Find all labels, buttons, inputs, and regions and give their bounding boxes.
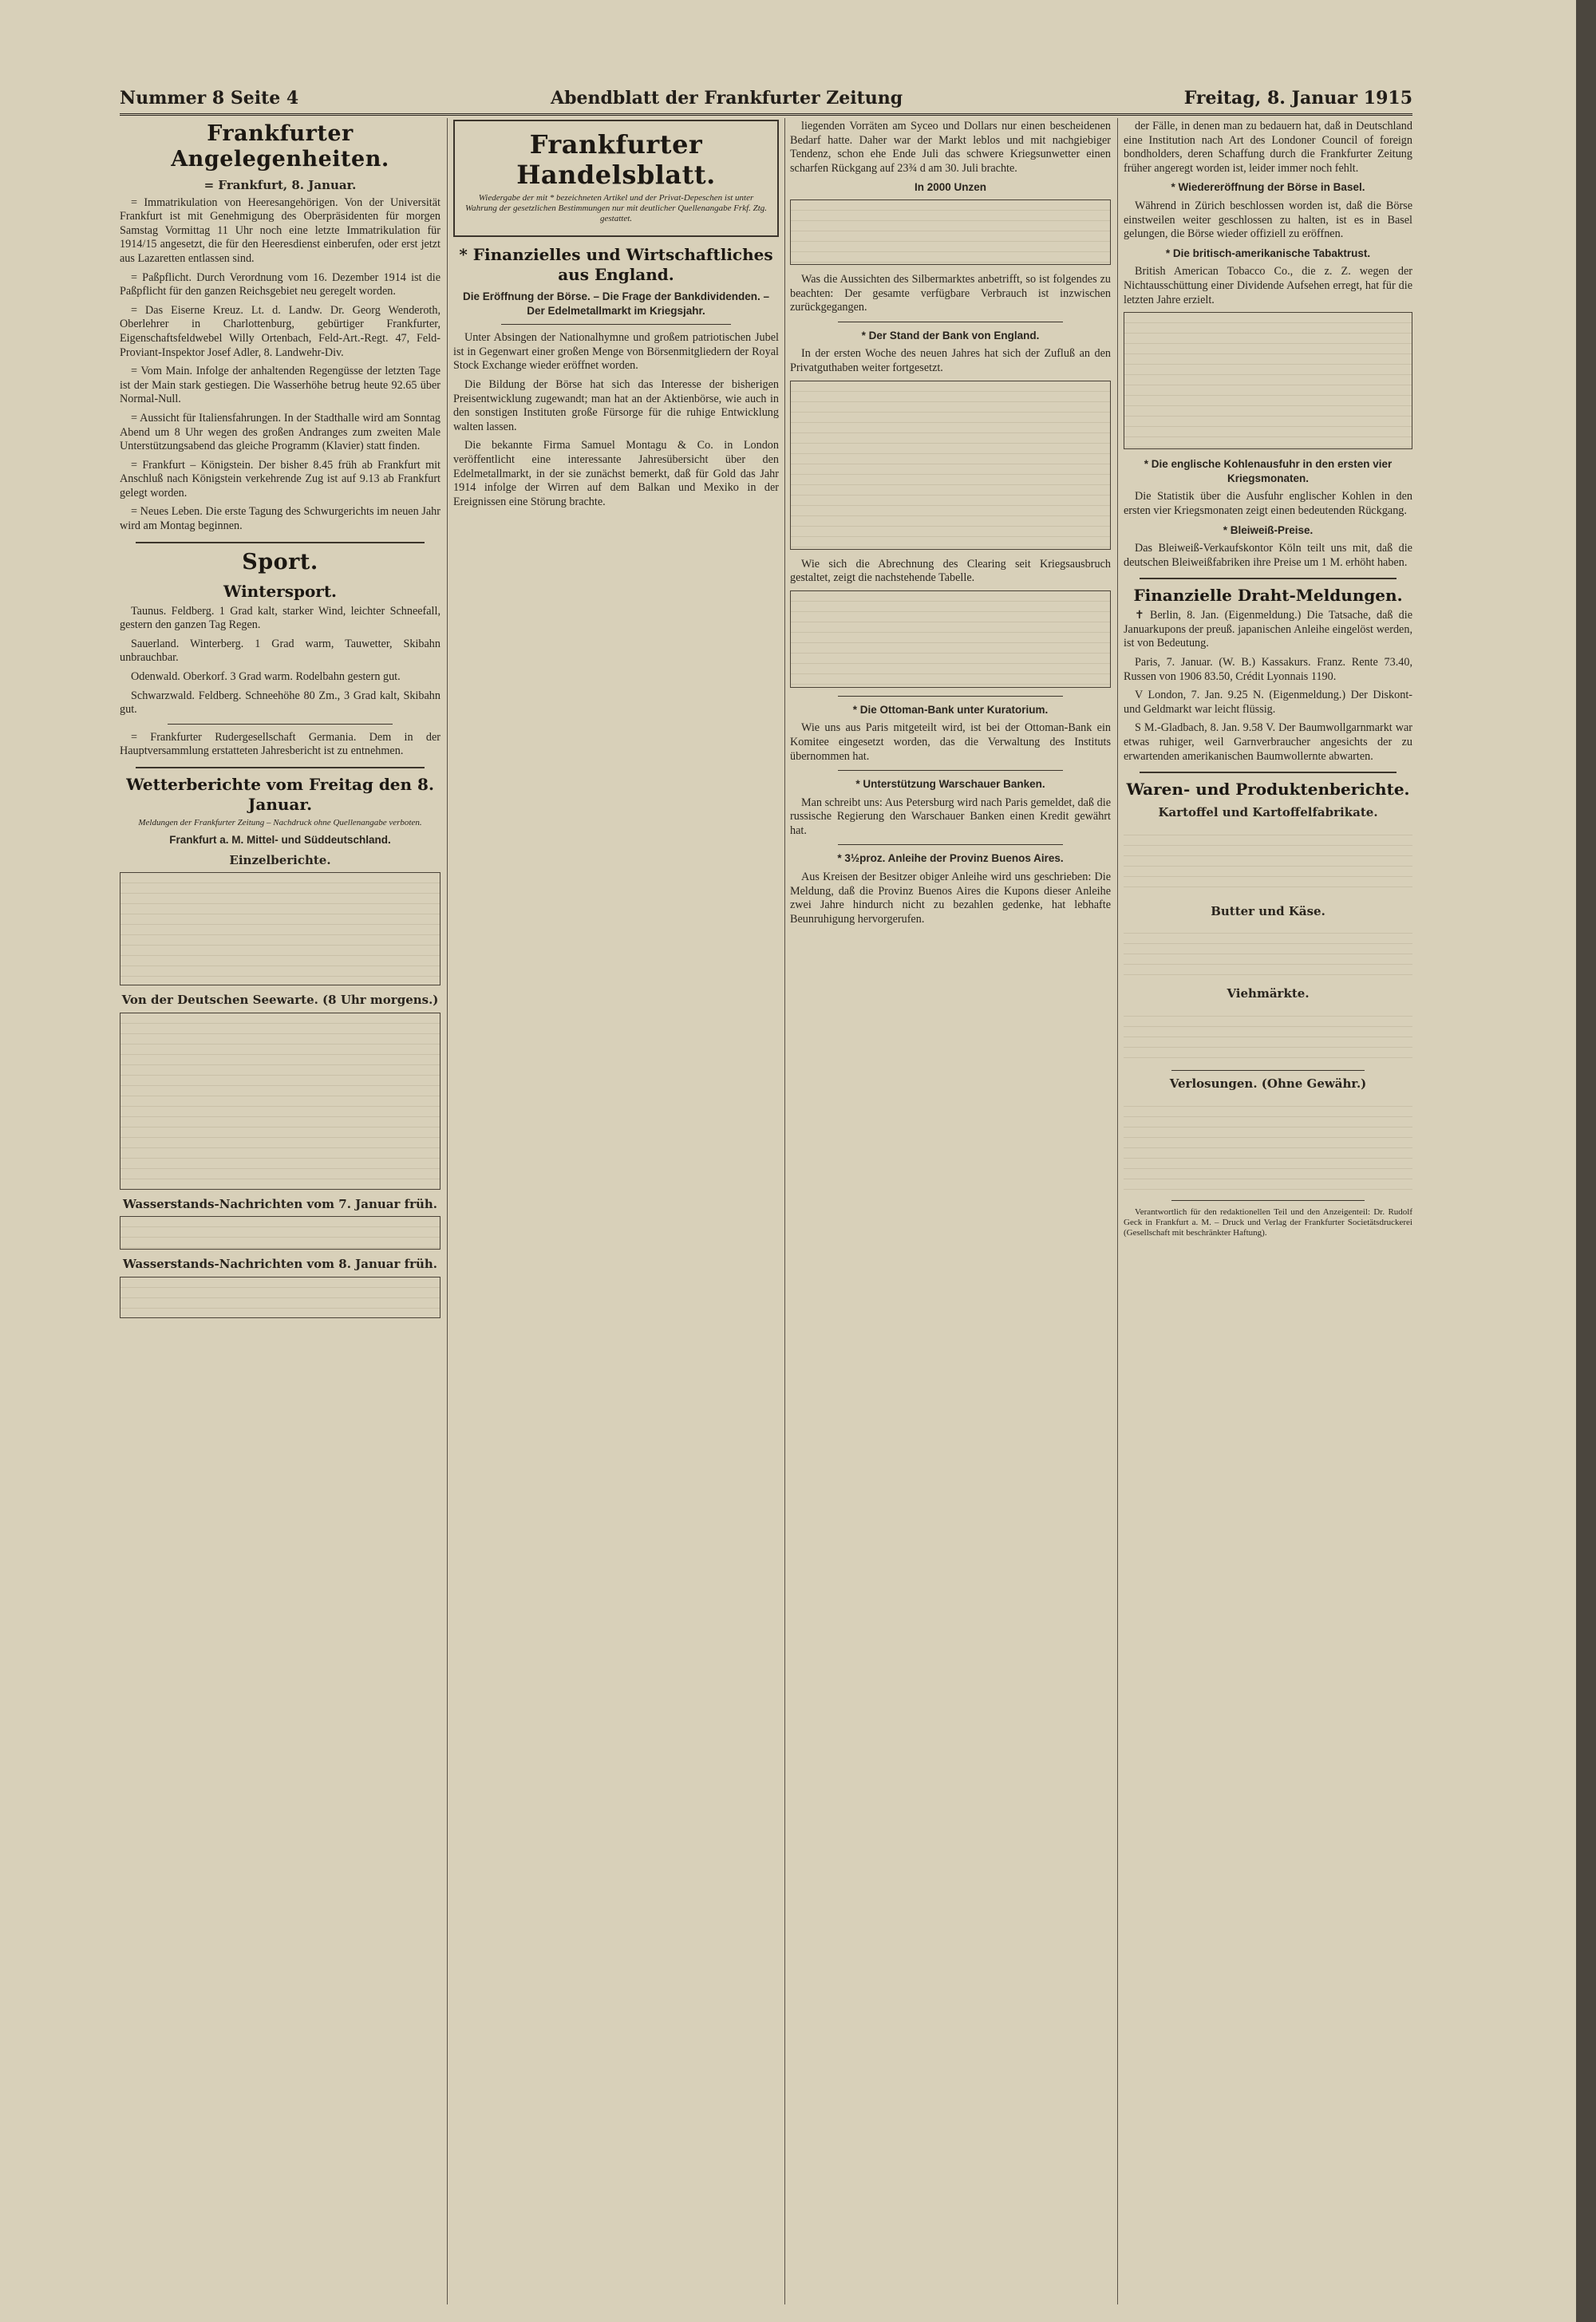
article-paragraph: = Neues Leben. Die erste Tagung des Schwurgerichts im neuen Jahr wird am Montag beginnen.: [120, 505, 440, 533]
einzelberichte-title: Einzelberichte.: [229, 852, 331, 867]
butter-head: Butter und Käse.: [1211, 903, 1325, 918]
sport-paragraph: Sauerland. Winterberg. 1 Grad warm, Tauwetter, Skibahn unbrauchbar.: [120, 637, 440, 665]
imprint: Verantwortlich für den redaktionellen Teil und den Anzeigenteil: Dr. Rudolf Geck in Frankfurt a. M. – Druck und Verlag der Frankfurter Societätsdruckerei (Gesellschaft mit beschränkter Haftung).: [1124, 1206, 1412, 1238]
silver-table-title: In 2000 Unzen: [914, 181, 987, 194]
ottoman-head: * Die Ottoman-Bank unter Kuratorium.: [852, 703, 1049, 716]
divider: [168, 724, 393, 725]
draht-paragraph: Paris, 7. Januar. (W. B.) Kassakurs. Franz. Rente 73.40, Russen von 1906 83.50, Crédit Lyonnais 1190.: [1124, 656, 1412, 683]
divider: [136, 767, 425, 768]
lead-head: * Bleiweiß-Preise.: [1223, 523, 1314, 536]
subsection-title-wintersport: Wintersport.: [223, 581, 338, 601]
warsaw-text: Man schreibt uns: Aus Petersburg wird nach Paris gemeldet, daß die russische Regierung den Warschauer Banken einen Kredit gewährt hat.: [790, 796, 1111, 837]
divider: [838, 844, 1063, 845]
seewarte-title: Von der Deutschen Seewarte. (8 Uhr morgens.): [121, 993, 439, 1008]
weather-table: [120, 872, 440, 985]
article-paragraph: Die Bildung der Börse hat sich das Interesse der bisherigen Preisentwicklung zugewandt; man hat an der Aktienbörse, wie auch in den sonstigen Instituten große Fürsorge für die ruhige Entwicklung walten lassen.: [453, 377, 779, 433]
coal-head: * Die englische Kohlenausfuhr in den ersten vier Kriegsmonaten.: [1144, 458, 1393, 484]
wasserstand-title-1: Wasserstands-Nachrichten vom 7. Januar früh.: [122, 1196, 438, 1211]
wasserstand-table-1: [120, 1216, 440, 1250]
verlosungen-head: Verlosungen. (Ohne Gewähr.): [1169, 1076, 1367, 1091]
article-paragraph: = Paßpflicht. Durch Verordnung vom 16. Dezember 1914 ist die Paßpflicht für den ganzen Reichsgebiet neu geregelt worden.: [120, 271, 440, 298]
divider: [1171, 1200, 1365, 1201]
clearing-text: Wie sich die Abrechnung des Clearing seit Kriegsausbruch gestaltet, zeigt die nachstehende Tabelle.: [790, 557, 1111, 585]
bank-england-table: [790, 381, 1111, 550]
divider: [838, 770, 1063, 771]
dateline: = Frankfurt, 8. Januar.: [203, 178, 357, 192]
handelsblatt-title: Frankfurter Handelsblatt.: [516, 129, 716, 190]
bank-england-text: In der ersten Woche des neuen Jahres hat sich der Zufluß an den Privatguthaben weiter fortgesetzt.: [790, 347, 1111, 374]
column-rule: [784, 118, 785, 2304]
coal-text: Die Statistik über die Ausfuhr englischer Kohlen in den ersten vier Kriegsmonaten zeigt einen bedeutenden Rückgang.: [1124, 490, 1412, 517]
weather-title: Wetterberichte vom Freitag den 8. Januar.: [126, 775, 434, 814]
article-paragraph: Unter Absingen der Nationalhymne und großem patriotischen Jubel ist in Gegenwart einer großen Menge von Börsenmitgliedern der Royal Stock Exchange wieder eröffnet worden.: [453, 331, 779, 373]
sport-paragraph: Taunus. Feldberg. 1 Grad kalt, starker Wind, leichter Schneefall, gestern den ganzen Tag Regen.: [120, 604, 440, 632]
column-rule: [1117, 118, 1118, 2304]
column-markets: [1124, 120, 1412, 2314]
bank-england-head: * Der Stand der Bank von England.: [861, 329, 1040, 342]
tobacco-text: British American Tobacco Co., die z. Z. wegen der Nichtausschüttung einer Dividende Aufsehen erregt, hat für die letzten Jahre erzielt.: [1124, 265, 1412, 306]
divider: [136, 542, 425, 543]
section-title-frankfurt: Frankfurter Angelegenheiten.: [171, 121, 389, 172]
buenos-aires-text: Aus Kreisen der Besitzer obiger Anleihe wird uns geschrieben: Die Meldung, daß die Provinz Buenos Aires die Kupons dieser Anleihe zwei Jahre hindurch nicht zu bezahlen gedenke, hat lebhafte Beunruhigung hervorgerufen.: [790, 871, 1111, 926]
headline-england: * Finanzielles und Wirtschaftliches aus England.: [459, 245, 773, 284]
vieh-text-block: [1124, 1006, 1412, 1062]
page-header: [120, 86, 1412, 116]
club-paragraph: = Frankfurter Rudergesellschaft Germania. Dem in der Hauptversammlung erstatteten Jahresbericht ist zu entnehmen.: [120, 730, 440, 758]
issue-date: Freitag, 8. Januar 1915: [1183, 88, 1412, 109]
waren-title: Waren- und Produktenberichte.: [1126, 780, 1410, 800]
column-local-news: [120, 120, 440, 2314]
draht-paragraph: S M.-Gladbach, 8. Jan. 9.58 V. Der Baumwollgarnmarkt war etwas ruhiger, weil Garnverbraucher angesichts der zu erwartenden amerikanischen Baumwollernte abwarten.: [1124, 721, 1412, 763]
basel-text: Während in Zürich beschlossen worden ist, daß die Börse einstweilen weiter geschlossen zu halten, ist es in Basel gelungen, die Börse wieder offiziell zu eröffnen.: [1124, 199, 1412, 241]
article-paragraph: = Immatrikulation von Heeresangehörigen. Von der Universität Frankfurt ist mit Genehmigung des Oberpräsidenten für morgen Samstag Vormittag 11 Uhr noch eine letzte Immatrikulation für 1914/15 angesetzt, die für den Heeresdienst einberufen, oder erst jetzt aus Lazaretten entlassen sind.: [120, 195, 440, 265]
kartoffel-head: Kartoffel und Kartoffelfabrikate.: [1158, 805, 1378, 820]
headline-topics: Die Eröffnung der Börse. – Die Frage der Bankdividenden. – Der Edelmetallmarkt im Kriegsjahr.: [462, 290, 770, 317]
column-finance: [790, 120, 1111, 2314]
article-paragraph: der Fälle, in denen man zu bedauern hat, daß in Deutschland eine Institution nach Art des Londoner Council of foreign bondholders, deren Schaffung durch die Frankfurter Zeitung früher angeregt worden ist, leider immer noch fehlt.: [1124, 120, 1412, 175]
divider: [501, 324, 731, 325]
buenos-aires-head: * 3½proz. Anleihe der Provinz Buenos Aires.: [837, 852, 1064, 865]
weather-intro: Meldungen der Frankfurter Zeitung – Nachdruck ohne Quellenangabe verboten.: [138, 818, 422, 827]
silver-table: [790, 199, 1111, 265]
verlosungen-numbers: [1124, 1096, 1412, 1192]
tobacco-table: [1124, 312, 1412, 449]
article-paragraph: = Aussicht für Italiensfahrungen. In der Stadthalle wird am Sonntag Abend um 8 Uhr wegen des großen Andranges zum zweiten Male Unterstützungsabend das gleiche Programm (Klavier) statt finden.: [120, 411, 440, 453]
wasserstand-title-2: Wasserstands-Nachrichten vom 8. Januar früh.: [122, 1257, 438, 1272]
divider: [1171, 1070, 1365, 1071]
reprint-note: Wiedergabe der mit * bezeichneten Artikel und der Privat-Depeschen ist unter Wahrung der gesetzlichen Bestimmungen nur mit deutlicher Quellenangabe Frkf. Ztg. gestattet.: [464, 193, 768, 223]
article-paragraph: liegenden Vorräten am Syceo und Dollars nur einen bescheidenen Bedarf hatte. Daher war der Markt leblos und mit nachgiebiger Tendenz, schon ehe Ende Juli das schwere Kriegsunwetter einen scharfen Rückgang auf 23¾ d am 30. Juli brachte.: [790, 120, 1111, 175]
kartoffel-text-block: [1124, 825, 1412, 897]
wasserstand-table-2: [120, 1277, 440, 1318]
column-rule: [447, 118, 448, 2304]
article-paragraph: = Das Eiserne Kreuz. Lt. d. Landw. Dr. Georg Wenderoth, Oberlehrer in Charlottenburg, gebürtiger Frankfurter, Eigenschaftsfeldwebel Willy Ortenbach, Feld-Art.-Regt. 47, Feld-Proviant-Inspektor Josef Adler, 8. Landwehr-Div.: [120, 303, 440, 359]
sport-paragraph: Odenwald. Oberkorf. 3 Grad warm. Rodelbahn gestern gut.: [131, 670, 401, 684]
draht-title: Finanzielle Draht-Meldungen.: [1133, 586, 1403, 606]
handelsblatt-masthead-box: [453, 120, 779, 237]
article-paragraph: Was die Aussichten des Silbermarktes anbetrifft, so ist folgendes zu beachten: Der gesamte verfügbare Verbrauch ist inzwischen zurückgegangen.: [790, 272, 1111, 314]
divider: [1140, 578, 1396, 579]
article-paragraph: Die bekannte Firma Samuel Montagu & Co. in London veröffentlicht eine interessante Jahresübersicht über den Edelmetallmarkt, in der sie zunächst bemerkt, daß für Gold das Jahr 1914 infolge der Wirren auf dem Balkan und Mexiko in der Ereignissen eine Störung brachte.: [453, 439, 779, 508]
article-paragraph: = Frankfurt – Königstein. Der bisher 8.45 früh ab Frankfurt mit Anschluß nach Königstein verkehrende Zug ist auf 9.13 ab Frankfurt gelegt worden.: [120, 458, 440, 500]
vieh-head: Viehmärkte.: [1227, 986, 1310, 1001]
article-paragraph: = Vom Main. Infolge der anhaltenden Regengüsse der letzten Tage ist der Main stark gestiegen. Die Wasserhöhe betrug heute 92.65 über Normal-Null.: [120, 365, 440, 406]
ottoman-text: Wie uns aus Paris mitgeteilt wird, ist bei der Ottoman-Bank ein Komitee eingesetzt worden, das die Verwaltung des Instituts übernommen hat.: [790, 721, 1111, 763]
masthead: Abendblatt der Frankfurter Zeitung: [551, 88, 903, 109]
lead-text: Das Bleiweiß-Verkaufskontor Köln teilt uns mit, daß die deutschen Bleiweißfabriken ihre Preise um 1 M. erhöht haben.: [1124, 542, 1412, 569]
draht-paragraph: ✝ Berlin, 8. Jan. (Eigenmeldung.) Die Tatsache, daß die Januarkupons der preuß. japanischen Anleihe eingelöst werden, ist von Bedeutung.: [1124, 609, 1412, 650]
sport-paragraph: Schwarzwald. Feldberg. Schneehöhe 80 Zm., 3 Grad kalt, Skibahn gut.: [120, 689, 440, 717]
butter-text-block: [1124, 923, 1412, 979]
page-edge: [1576, 0, 1596, 2322]
column-handelsblatt: [453, 120, 779, 2314]
clearing-table: [790, 590, 1111, 688]
divider: [838, 696, 1063, 697]
draht-paragraph: V London, 7. Jan. 9.25 N. (Eigenmeldung.) Der Diskont- und Geldmarkt war leicht flüssig.: [1124, 689, 1412, 716]
seewarte-table: [120, 1013, 440, 1190]
weather-subline: Frankfurt a. M. Mittel- und Süddeutschland.: [169, 834, 391, 846]
divider: [1140, 772, 1396, 773]
tobacco-head: * Die britisch-amerikanische Tabaktrust.: [1165, 247, 1371, 259]
basel-head: * Wiedereröffnung der Börse in Basel.: [1171, 181, 1365, 194]
issue-number: Nummer 8 Seite 4: [120, 88, 299, 109]
warsaw-head: * Unterstützung Warschauer Banken.: [855, 778, 1045, 791]
section-title-sport: Sport.: [242, 549, 318, 575]
